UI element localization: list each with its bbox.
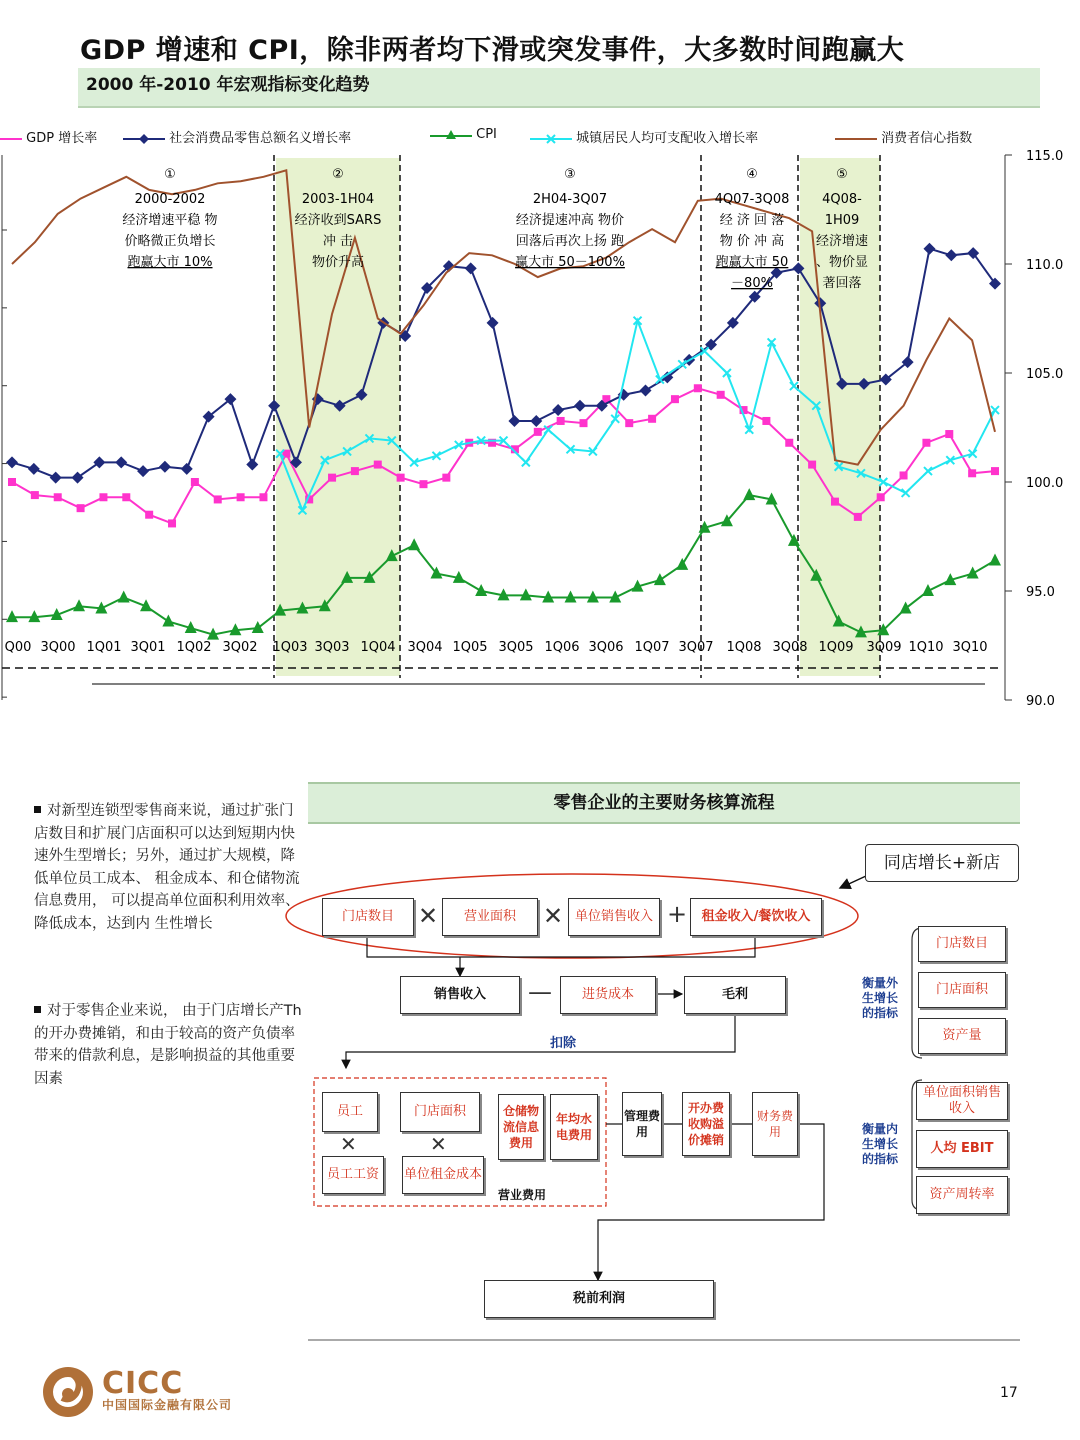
deduct-label: 扣除 [550, 1036, 577, 1051]
period-line: 物价升高 [311, 255, 365, 270]
box-startup-amortization: 开办费收购溢价摊销 [682, 1092, 730, 1156]
right-tick-label: 115.0 [1026, 149, 1064, 164]
period-line: 4Q07-3Q08 [714, 192, 790, 207]
period-line: 价略微正负增长 [124, 234, 216, 249]
minus-icon: — [528, 978, 552, 1006]
period-line: 2H04-3Q07 [532, 192, 608, 207]
period-line: 经济增速平稳 物 [122, 213, 218, 228]
period-line: 2000-2002 [134, 192, 206, 207]
ext-item-area: 门店面积 [918, 972, 1006, 1008]
x-tick-label: 3Q10 [952, 640, 988, 655]
x-tick-label: 3Q00 [40, 640, 76, 655]
x-tick-label: 1Q03 [272, 640, 308, 655]
internal-growth-label: 衡量内生增长的指标 [862, 1122, 899, 1166]
x-tick-label: 1Q09 [818, 640, 854, 655]
legend-cpi-label: CPI [476, 127, 497, 142]
period-number: ① [164, 167, 176, 182]
cicc-logo-icon [40, 1364, 96, 1420]
box-purchase-cost: 进货成本 [560, 976, 656, 1014]
period-line: 回落后再次上扬 跑 [515, 234, 625, 249]
right-tick-label: 105.0 [1026, 367, 1064, 382]
cicc-company-name: 中国国际金融有限公司 [102, 1398, 233, 1412]
legend-gdp-label: GDP 增长率 [26, 131, 98, 146]
multiply-icon: ✕ [340, 1132, 357, 1156]
period-line: 物 价 冲 高 [719, 234, 785, 249]
page-number: 17 [1000, 1385, 1018, 1401]
period-line: 2003-1H04 [301, 192, 375, 207]
multiply-icon: ✕ [543, 902, 564, 930]
period-line: 赢大市 50－100% [515, 255, 625, 270]
x-tick-label: 1Q01 [86, 640, 122, 655]
int-item-asset-turnover: 资产周转率 [916, 1176, 1008, 1214]
opex-label: 营业费用 [498, 1188, 547, 1202]
period-line: 4Q08- [822, 192, 862, 207]
period-line: －80% [731, 276, 773, 291]
int-item-unit-area-sales: 单位面积销售收入 [916, 1082, 1008, 1120]
x-tick-label: 3Q06 [588, 640, 624, 655]
box-staff-wage: 员工工资 [322, 1156, 384, 1194]
x-tick-label: 3Q09 [866, 640, 902, 655]
flow-header-title: 零售企业的主要财务核算流程 [553, 793, 775, 813]
right-tick-label: 90.0 [1026, 694, 1055, 709]
box-admin-expense: 管理费用 [622, 1092, 662, 1156]
period-number: ② [332, 167, 344, 182]
int-item-ebit: 人均 EBIT [916, 1130, 1008, 1168]
box-rent-income: 租金收入/餐饮收入 [690, 898, 822, 936]
period-line: 经 济 回 落 [719, 213, 785, 228]
x-tick-label: 1Q04 [360, 640, 396, 655]
multiply-icon: ✕ [418, 902, 439, 930]
x-tick-label: 3Q08 [772, 640, 808, 655]
x-tick-label: 3Q01 [130, 640, 166, 655]
ext-item-assets: 资产量 [918, 1018, 1006, 1054]
period-line: 经济收到SARS [294, 213, 382, 228]
chart-subtitle: 2000 年-2010 年宏观指标变化趋势 [86, 75, 370, 95]
x-tick-label: 1Q02 [176, 640, 212, 655]
box-store-count: 门店数目 [322, 898, 414, 936]
x-tick-label: Q00 [4, 640, 32, 655]
box-utilities: 年均水电费用 [550, 1094, 598, 1160]
period-line: 、物价显 [815, 255, 869, 270]
period-line: 冲 击 [322, 234, 354, 249]
multiply-icon: ✕ [430, 1132, 447, 1156]
box-gross-profit: 毛利 [684, 976, 786, 1014]
x-tick-label: 1Q06 [544, 640, 580, 655]
legend-income-label: 城镇居民人均可支配收入增长率 [576, 131, 759, 146]
box-staff: 员工 [322, 1092, 378, 1132]
bullet-expansion-text: 对新型连锁型零售商来说，通过扩张门店数目和扩展门店面积可以达到短期内快速外生型增长；另外，通过扩大规模，降低单位员工成本、 租金成本、和仓储物流信息费用， 可以提高单位面积利用效率、降低成本，达到内 生性增长 [34, 803, 300, 932]
right-tick-label: 110.0 [1026, 258, 1064, 273]
x-tick-label: 3Q07 [678, 640, 714, 655]
box-business-area: 营业面积 [442, 898, 538, 936]
box-unit-sales: 单位销售收入 [568, 898, 660, 936]
x-tick-label: 1Q05 [452, 640, 488, 655]
page-title: GDP 增速和 CPI，除非两者均下滑或突发事件，大多数时间跑赢大 [80, 35, 905, 66]
cicc-logo-text: CICC [102, 1366, 184, 1401]
right-tick-label: 95.0 [1026, 585, 1055, 600]
x-tick-label: 3Q02 [222, 640, 258, 655]
bullet-costs-text: 对于零售企业来说， 由于门店增长产Th 的开办费摊销，和由于较高的资产负债率带来的借款利息，是影响损益的其他重要因素 [34, 1003, 302, 1087]
right-tick-label: 100.0 [1026, 476, 1064, 491]
x-tick-label: 3Q03 [314, 640, 350, 655]
box-sales-revenue: 销售收入 [400, 976, 520, 1014]
period-line: 跑赢大市 10% [127, 255, 213, 270]
plus-icon: + [667, 900, 688, 928]
x-tick-label: 1Q08 [726, 640, 762, 655]
period-line: 跑赢大市 50 [715, 255, 789, 270]
period-line: 经济增速 [815, 234, 869, 249]
x-tick-label: 1Q10 [908, 640, 944, 655]
box-logistics: 仓储物流信息费用 [498, 1094, 544, 1160]
period-line: 著回落 [822, 276, 862, 291]
box-unit-rent: 单位租金成本 [402, 1156, 484, 1194]
legend-retail-label: 社会消费品零售总额名义增长率 [169, 131, 352, 146]
same-store-callout: 同店增长+新店 [865, 844, 1019, 882]
period-number: ④ [746, 167, 758, 182]
x-tick-label: 1Q07 [634, 640, 670, 655]
x-tick-label: 3Q05 [498, 640, 534, 655]
period-line: 1H09 [824, 213, 860, 228]
legend-confidence-label: 消费者信心指数 [881, 131, 973, 146]
period-number: ③ [564, 167, 576, 182]
x-tick-label: 3Q04 [407, 640, 443, 655]
external-growth-label: 衡量外生增长的指标 [862, 976, 899, 1020]
box-pretax-profit: 税前利润 [484, 1280, 714, 1318]
period-number: ⑤ [836, 167, 848, 182]
period-line: 经济提速冲高 物价 [515, 213, 625, 228]
box-store-area: 门店面积 [400, 1092, 480, 1132]
ext-item-stores: 门店数目 [918, 926, 1006, 962]
box-finance-expense: 财务费用 [752, 1092, 798, 1156]
